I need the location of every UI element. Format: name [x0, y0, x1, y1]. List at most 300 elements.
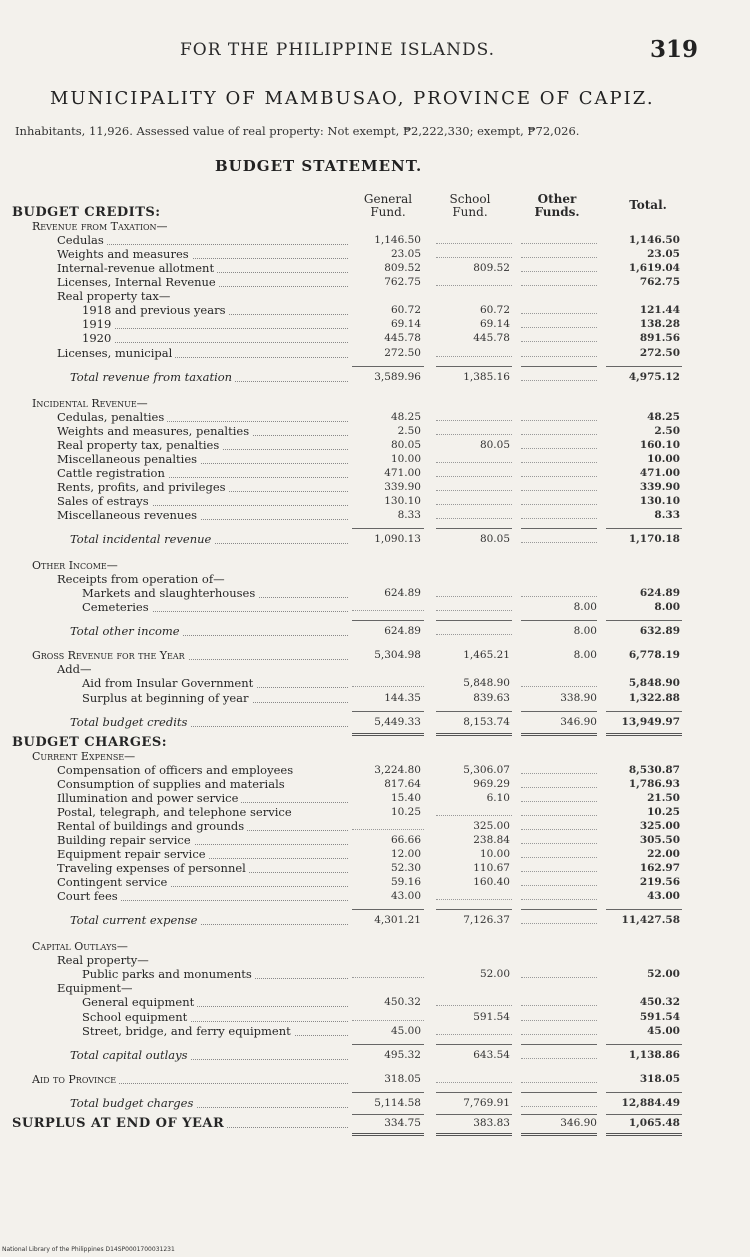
value-total: 48.25: [647, 410, 680, 423]
value-total: 1,170.18: [628, 533, 680, 546]
table-row: [0, 262, 750, 276]
table-row: [0, 347, 750, 361]
empty-cell-dashes: [521, 285, 597, 286]
empty-cell-dashes: [436, 285, 512, 286]
row-label: Traveling expenses of personnel: [57, 862, 249, 875]
column-rule: [436, 711, 512, 712]
row-label: Street, bridge, and ferry equipment: [82, 1025, 294, 1038]
table-row: [0, 764, 750, 778]
value-general: 45.00: [390, 1024, 421, 1037]
column-rule: [521, 1133, 597, 1136]
value-general: 48.25: [390, 410, 421, 423]
row-label: Gross Revenue for the Year: [32, 649, 188, 662]
table-row: [0, 290, 750, 304]
page-number: 319: [650, 36, 699, 63]
row-label: Real property—: [57, 953, 149, 968]
empty-cell-dashes: [521, 313, 597, 314]
value-other: 8.00: [573, 625, 597, 638]
value-general: 624.89: [384, 625, 421, 638]
empty-cell-dashes: [352, 1020, 424, 1021]
empty-cell-dashes: [436, 434, 512, 435]
value-general: 52.30: [390, 862, 421, 875]
row-label: Contingent service: [57, 876, 170, 889]
table-row: [0, 940, 750, 954]
table-row: [0, 736, 750, 750]
value-total: 891.56: [639, 332, 680, 345]
empty-cell-dashes: [521, 885, 597, 886]
value-total: 160.10: [639, 438, 680, 451]
column-rule: [436, 1092, 512, 1093]
row-label: Revenue from Taxation—: [32, 220, 168, 234]
row-label: Total current expense: [70, 914, 200, 927]
row-label: Public parks and monuments: [82, 968, 255, 981]
row-label: Cemeteries: [82, 601, 152, 614]
value-school: 383.83: [473, 1116, 510, 1129]
value-general: 12.00: [390, 848, 421, 860]
table-row: [0, 996, 750, 1010]
value-total: 632.89: [639, 625, 680, 638]
row-label: Capital Outlays—: [32, 940, 128, 954]
empty-cell-dashes: [352, 686, 424, 687]
row-label: Court fees: [57, 890, 121, 903]
value-general: 2.50: [397, 424, 421, 437]
leader-dots: [67, 244, 348, 245]
value-school: 10.00: [479, 848, 510, 860]
row-label: Surplus at beginning of year: [82, 692, 252, 705]
row-label: Rents, profits, and privileges: [57, 481, 229, 494]
column-rule: [521, 366, 597, 367]
value-general: 272.50: [384, 346, 421, 359]
empty-cell-dashes: [521, 1020, 597, 1021]
row-label: Current Expense—: [32, 749, 136, 763]
empty-cell-dashes: [352, 977, 424, 978]
row-label: Total revenue from taxation: [70, 371, 235, 384]
empty-cell-dashes: [521, 448, 597, 449]
value-total: 325.00: [639, 819, 680, 832]
table-row: [0, 1117, 750, 1131]
empty-cell-dashes: [521, 356, 597, 357]
row-label: 1919: [82, 318, 114, 331]
value-total: 22.00: [647, 848, 680, 860]
table-row: [0, 411, 750, 425]
empty-cell-dashes: [436, 899, 512, 900]
row-label: Building repair service: [57, 834, 194, 847]
empty-cell-dashes: [436, 356, 512, 357]
value-general: 318.05: [384, 1072, 421, 1085]
column-rule: [436, 366, 512, 367]
table-row: [0, 587, 750, 601]
row-label: Miscellaneous penalties: [57, 453, 200, 466]
value-total: 8.00: [654, 601, 680, 614]
table-row: [0, 481, 750, 495]
empty-cell-dashes: [521, 871, 597, 872]
value-general: 66.66: [390, 833, 421, 846]
table-row: [0, 453, 750, 467]
value-general: 1,146.50: [374, 234, 421, 247]
table-row: [0, 982, 750, 996]
value-total: 305.50: [639, 833, 680, 846]
table-row: [0, 625, 750, 639]
column-rule: [352, 528, 424, 529]
value-school: 238.84: [473, 833, 510, 846]
column-rule: [436, 1044, 512, 1045]
empty-cell-dashes: [436, 504, 512, 505]
column-rule: [606, 711, 682, 712]
table-row: [0, 890, 750, 904]
value-total: 6,778.19: [628, 649, 680, 662]
value-general: 334.75: [384, 1116, 421, 1129]
empty-cell-dashes: [521, 518, 597, 519]
value-general: 809.52: [384, 262, 421, 275]
empty-cell-dashes: [436, 610, 512, 611]
value-total: 45.00: [647, 1024, 680, 1037]
value-school: 60.72: [479, 304, 510, 317]
value-total: 43.00: [647, 890, 680, 903]
row-label: Equipment repair service: [57, 848, 209, 861]
column-rule: [436, 909, 512, 910]
value-general: 471.00: [384, 466, 421, 479]
value-total: 1,786.93: [628, 777, 680, 790]
empty-cell-dashes: [521, 462, 597, 463]
value-general: 130.10: [384, 494, 421, 507]
value-school: 5,848.90: [463, 677, 510, 690]
table-row: [0, 649, 750, 663]
value-school: 80.05: [479, 438, 510, 451]
value-general: 8.33: [397, 509, 421, 521]
value-general: 59.16: [390, 876, 421, 889]
table-row: [0, 332, 750, 346]
value-school: 5,306.07: [463, 763, 510, 776]
value-school: 8,153.74: [463, 715, 510, 728]
value-school: 80.05: [479, 533, 510, 546]
table-row: [0, 397, 750, 411]
table-row: [0, 692, 750, 706]
empty-cell-dashes: [436, 420, 512, 421]
table-row: [0, 820, 750, 834]
value-school: 591.54: [473, 1010, 510, 1023]
table-row: [0, 276, 750, 290]
empty-cell-dashes: [521, 801, 597, 802]
value-total: 4,975.12: [628, 370, 680, 383]
empty-cell-dashes: [521, 1034, 597, 1035]
empty-cell-dashes: [521, 271, 597, 272]
row-label: Total capital outlays: [70, 1049, 191, 1062]
value-total: 591.54: [639, 1010, 680, 1023]
table-row: [0, 968, 750, 982]
row-label: Postal, telegraph, and telephone service: [57, 804, 292, 819]
row-label: Consumption of supplies and materials: [57, 776, 285, 791]
empty-cell-dashes: [436, 1034, 512, 1035]
row-label: Sales of estrays: [57, 495, 152, 508]
value-general: 624.89: [384, 587, 421, 600]
row-label: Internal-revenue allotment: [57, 262, 217, 275]
column-rule: [521, 620, 597, 621]
value-general: 5,114.58: [374, 1096, 421, 1109]
table-row: [0, 806, 750, 820]
row-label: BUDGET CREDITS:: [12, 205, 161, 220]
value-school: 809.52: [473, 262, 510, 275]
column-header-school-line1: School: [449, 192, 491, 206]
value-total: 272.50: [639, 346, 680, 359]
empty-cell-dashes: [436, 1005, 512, 1006]
value-school: 7,769.91: [463, 1096, 510, 1109]
column-rule: [352, 1092, 424, 1093]
table-row: [0, 778, 750, 792]
row-label: Other Income—: [32, 559, 118, 573]
inhabitants-line: Inhabitants, 11,926. Assessed value of real property: Not exempt, ₱2,222,330; exempt, ₱72,026.: [15, 124, 580, 138]
row-label: Rental of buildings and grounds: [57, 820, 247, 833]
empty-cell-dashes: [521, 977, 597, 978]
empty-cell-dashes: [521, 341, 597, 342]
table-row: [0, 601, 750, 615]
row-label: Total budget charges: [70, 1097, 196, 1110]
row-label: Weights and measures: [57, 248, 192, 261]
column-rule: [352, 1114, 424, 1115]
value-total: 23.05: [647, 248, 680, 261]
column-rule: [352, 1044, 424, 1045]
table-row: [0, 750, 750, 764]
value-other: 346.90: [560, 715, 597, 728]
value-general: 23.05: [390, 248, 421, 261]
column-rule: [352, 620, 424, 621]
empty-cell-dashes: [521, 434, 597, 435]
value-school: 69.14: [479, 318, 510, 331]
empty-cell-dashes: [521, 257, 597, 258]
empty-cell-dashes: [436, 490, 512, 491]
column-rule: [521, 711, 597, 712]
value-school: 643.54: [473, 1048, 510, 1061]
value-general: 144.35: [384, 691, 421, 704]
value-general: 80.05: [390, 438, 421, 451]
value-total: 1,065.48: [628, 1116, 680, 1129]
empty-cell-dashes: [521, 815, 597, 816]
empty-cell-dashes: [521, 1005, 597, 1006]
value-total: 1,619.04: [628, 262, 680, 275]
table-row: [0, 234, 750, 248]
table-row: [0, 425, 750, 439]
value-other: 8.00: [573, 601, 597, 614]
row-label: Total incidental revenue: [70, 533, 214, 546]
empty-cell-dashes: [521, 843, 597, 844]
empty-cell-dashes: [521, 243, 597, 244]
value-total: 5,848.90: [628, 677, 680, 690]
row-label: General equipment: [82, 996, 197, 1009]
row-label: Licenses, Internal Revenue: [57, 276, 219, 289]
column-rule: [352, 909, 424, 910]
table-row: [0, 495, 750, 509]
value-general: 3,224.80: [374, 763, 421, 776]
table-row: [0, 1097, 750, 1111]
table-row: [0, 318, 750, 332]
row-label: SURPLUS AT END OF YEAR: [12, 1117, 227, 1130]
empty-cell-dashes: [521, 504, 597, 505]
empty-cell-dashes: [521, 899, 597, 900]
value-other: 338.90: [560, 691, 597, 704]
table-row: [0, 954, 750, 968]
running-head: FOR THE PHILIPPINE ISLANDS.: [180, 40, 496, 60]
empty-cell-dashes: [352, 610, 424, 611]
table-row: [0, 533, 750, 547]
value-school: 969.29: [473, 777, 510, 790]
column-rule: [352, 1133, 424, 1136]
row-label: Compensation of officers and employees: [57, 762, 294, 777]
value-general: 69.14: [390, 318, 421, 331]
value-total: 762.75: [639, 276, 680, 289]
empty-cell-dashes: [521, 542, 597, 543]
column-rule: [436, 1114, 512, 1115]
table-row: [0, 848, 750, 862]
column-rule: [436, 1133, 512, 1136]
table-row: [0, 677, 750, 691]
column-rule: [521, 1114, 597, 1115]
value-general: 10.00: [390, 452, 421, 465]
value-general: 3,589.96: [374, 370, 421, 383]
empty-cell-dashes: [436, 518, 512, 519]
value-school: 1,465.21: [463, 649, 510, 662]
empty-cell-dashes: [436, 1082, 512, 1083]
value-general: 60.72: [390, 304, 421, 317]
table-row: [0, 439, 750, 453]
row-label: Equipment—: [57, 981, 133, 996]
empty-cell-dashes: [521, 596, 597, 597]
value-total: 8,530.87: [628, 763, 680, 776]
column-rule: [352, 711, 424, 712]
column-header-other-line1: Other: [537, 192, 577, 206]
table-row: [0, 304, 750, 318]
row-label: 1918 and previous years: [82, 304, 229, 317]
municipality-title: MUNICIPALITY OF MAMBUSAO, PROVINCE OF CAPIZ.: [50, 88, 655, 109]
value-total: 624.89: [639, 587, 680, 600]
value-general: 339.90: [384, 480, 421, 493]
row-label: Weights and measures, penalties: [57, 425, 252, 438]
row-label: Cedulas, penalties: [57, 411, 167, 424]
value-general: 762.75: [384, 276, 421, 289]
empty-cell-dashes: [436, 257, 512, 258]
value-total: 12,884.49: [621, 1096, 680, 1109]
value-total: 162.97: [639, 862, 680, 875]
empty-cell-dashes: [521, 420, 597, 421]
value-school: 6.10: [486, 791, 510, 804]
table-row: [0, 573, 750, 587]
column-rule: [606, 620, 682, 621]
value-school: 160.40: [473, 876, 510, 889]
table-row: [0, 834, 750, 848]
table-row: [0, 509, 750, 523]
empty-cell-dashes: [521, 380, 597, 381]
column-rule: [521, 1044, 597, 1045]
table-row: [0, 1025, 750, 1039]
row-label: Markets and slaughterhouses: [82, 587, 258, 600]
value-general: 5,449.33: [374, 715, 421, 728]
table-row: [0, 1011, 750, 1025]
value-general: 15.40: [390, 791, 421, 804]
empty-cell-dashes: [521, 923, 597, 924]
value-total: 8.33: [654, 509, 680, 521]
column-rule: [521, 528, 597, 529]
row-label: School equipment: [82, 1011, 190, 1024]
empty-cell-dashes: [521, 787, 597, 788]
leader-dots: [92, 328, 348, 329]
column-rule: [606, 1114, 682, 1115]
row-label: Total other income: [70, 625, 183, 638]
empty-cell-dashes: [521, 773, 597, 774]
value-general: 495.32: [384, 1048, 421, 1061]
empty-cell-dashes: [436, 476, 512, 477]
empty-cell-dashes: [521, 490, 597, 491]
column-rule: [606, 1133, 682, 1136]
column-rule: [352, 366, 424, 367]
empty-cell-dashes: [521, 1106, 597, 1107]
column-rule: [606, 528, 682, 529]
empty-cell-dashes: [521, 857, 597, 858]
row-label: Cattle registration: [57, 467, 168, 480]
value-other: 8.00: [573, 649, 597, 662]
value-school: 839.63: [473, 691, 510, 704]
empty-cell-dashes: [436, 243, 512, 244]
row-label: Real property tax, penalties: [57, 439, 222, 452]
row-label: Cedulas: [57, 234, 107, 247]
value-total: 471.00: [639, 466, 680, 479]
leader-dots: [92, 342, 348, 343]
budget-statement-title: BUDGET STATEMENT.: [215, 157, 423, 175]
empty-cell-dashes: [436, 462, 512, 463]
column-rule: [521, 909, 597, 910]
empty-cell-dashes: [521, 476, 597, 477]
value-school: 325.00: [473, 819, 510, 832]
table-row: [0, 248, 750, 262]
value-total: 10.25: [647, 805, 680, 818]
table-row: [0, 716, 750, 730]
value-total: 339.90: [639, 480, 680, 493]
value-total: 219.56: [639, 876, 680, 889]
row-label: Incidental Revenue—: [32, 396, 148, 410]
value-total: 10.00: [647, 452, 680, 465]
table-row: [0, 876, 750, 890]
value-general: 5,304.98: [374, 649, 421, 662]
value-school: 445.78: [473, 332, 510, 345]
value-total: 11,427.58: [621, 914, 680, 927]
table-row: [0, 1049, 750, 1063]
table-row: [0, 663, 750, 677]
value-total: 21.50: [647, 791, 680, 804]
empty-cell-dashes: [436, 596, 512, 597]
column-header-school-line2: Fund.: [452, 205, 488, 219]
value-total: 121.44: [639, 304, 680, 317]
table-row: [0, 1073, 750, 1087]
empty-cell-dashes: [352, 829, 424, 830]
value-general: 43.00: [390, 890, 421, 903]
empty-cell-dashes: [436, 815, 512, 816]
value-total: 13,949.97: [621, 715, 680, 728]
row-label: 1920: [82, 332, 114, 345]
empty-cell-dashes: [521, 686, 597, 687]
value-general: 445.78: [384, 332, 421, 345]
column-header-total: Total.: [629, 198, 667, 212]
row-label: Aid to Province: [32, 1073, 119, 1086]
value-other: 346.90: [560, 1116, 597, 1129]
value-total: 52.00: [647, 968, 680, 981]
value-total: 1,138.86: [628, 1048, 680, 1061]
empty-cell-dashes: [521, 327, 597, 328]
row-label: BUDGET CHARGES:: [12, 734, 168, 750]
value-total: 1,146.50: [628, 234, 680, 247]
footer-credit: National Library of the Philippines D14SP0001700031231: [2, 1246, 175, 1253]
table-row: [0, 206, 750, 220]
value-general: 1,090.13: [374, 533, 421, 546]
value-total: 130.10: [639, 494, 680, 507]
table-row: [0, 467, 750, 481]
row-label: Real property tax—: [57, 289, 171, 304]
